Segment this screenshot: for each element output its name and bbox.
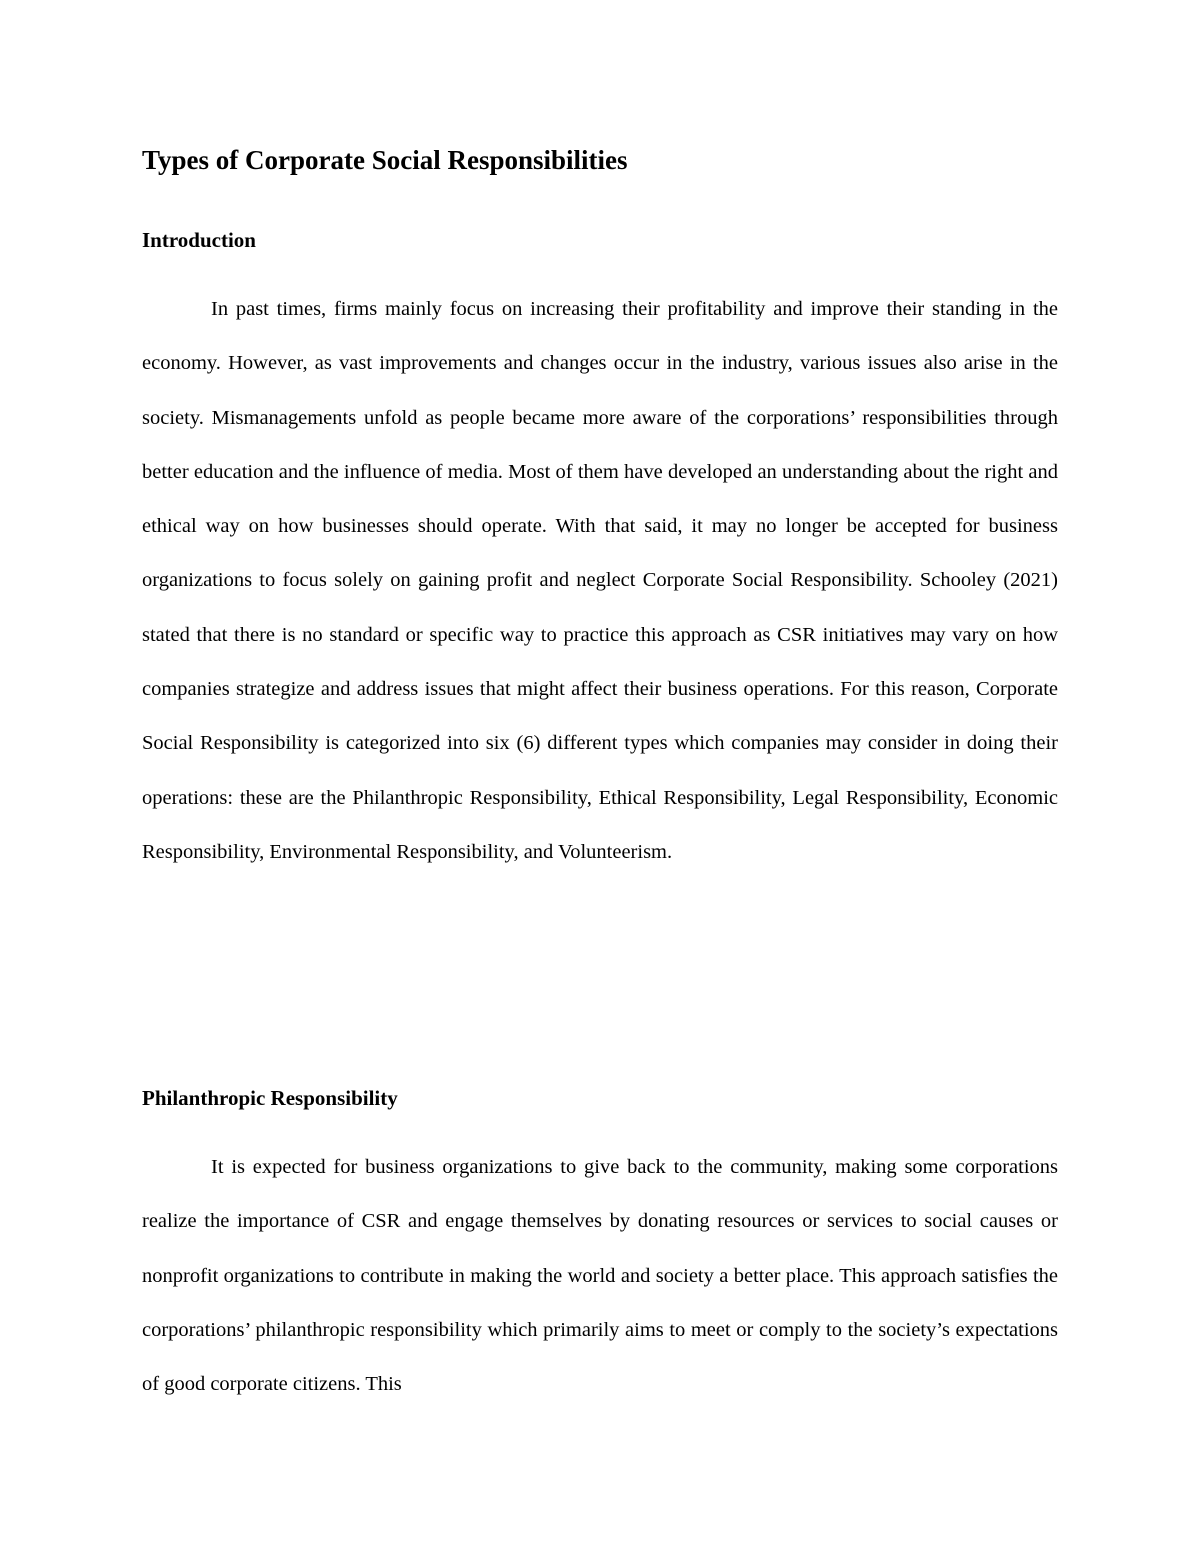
section-heading-introduction: Introduction [142, 228, 256, 252]
section-heading-philanthropic-responsibility: Philanthropic Responsibility [142, 1086, 398, 1110]
section-paragraph-introduction: In past times, firms mainly focus on increasing their profitability and improve their standing in the economy. However, as vast improvements and changes occur in the industry, various issues also arise in the society. Mismanagements unfold as people became more aware of the corporations’ responsibilities through better education and the influence of media. Most of them have developed an understanding about the right and ethical way on how businesses should operate. With that said, it may no longer be accepted for business organizations to focus solely on gaining profit and neglect Corporate Social Responsibility. Schooley (2021) stated that there is no standard or specific way to practice this approach as CSR initiatives may vary on how companies strategize and address issues that might affect their business operations. For this reason, Corporate Social Responsibility is categorized into six (6) different types which companies may consider in doing their operations: these are the Philanthropic Responsibility, Ethical Responsibility, Legal Responsibility, Economic Responsibility, Environmental Responsibility, and Volunteerism. [142, 298, 1058, 863]
section-paragraph-philanthropic-responsibility: It is expected for business organizations to give back to the community, making some corporations realize the importance of CSR and engage themselves by donating resources or services to social causes or nonprofit organizations to contribute in making the world and society a better place. This approach satisfies the corporations’ philanthropic responsibility which primarily aims to meet or comply to the society’s expectations of good corporate citizens. This [142, 1156, 1058, 1396]
document-title: Types of Corporate Social Responsibilities [142, 145, 628, 175]
